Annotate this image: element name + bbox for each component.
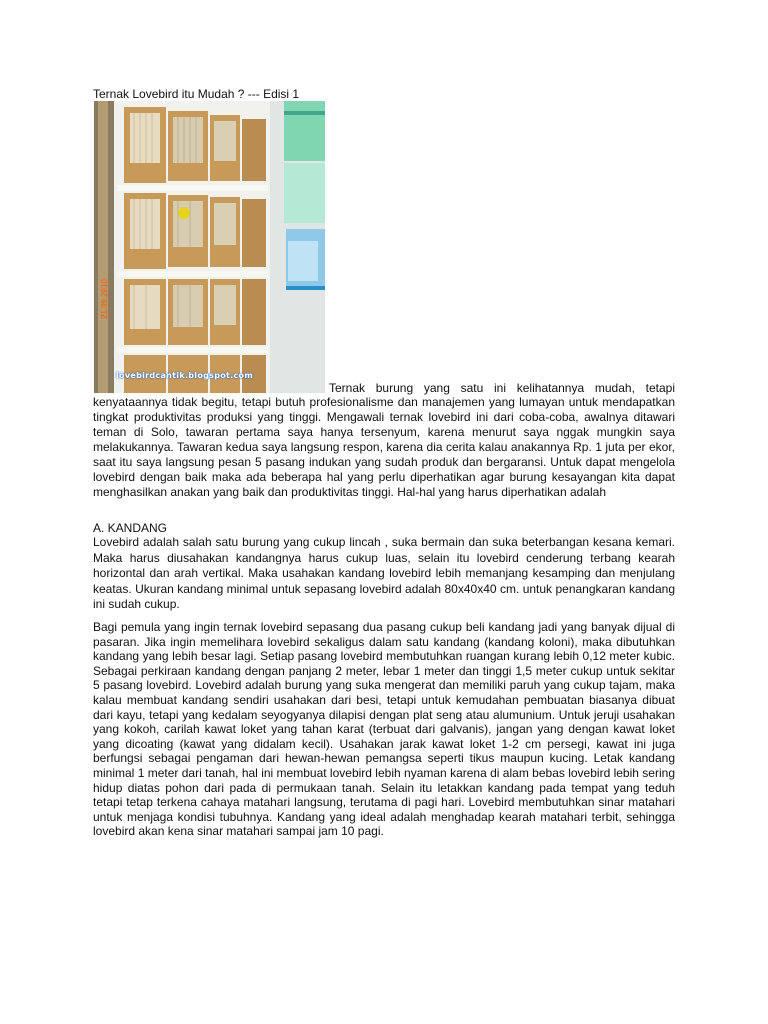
document-title: Ternak Lovebird itu Mudah ? --- Edisi 1 — [93, 87, 300, 101]
cage-illustration — [94, 101, 325, 393]
intro-first-line: Ternak burung yang satu ini kelihatannya mudah, tetapi — [329, 381, 675, 395]
lovebird-cage-photo — [94, 101, 325, 393]
photo-date-stamp: 21.09.2010 — [100, 279, 109, 320]
body-paragraph-2: Bagi pemula yang ingin ternak lovebird sepasang dua pasang cukup beli kandang jadi yang banyak dijual di pasaran. Jika ingin memelihara lovebird sekaligus dalam satu kandang (kandang koloni), maka dibutuhkan kandang yang lebih besar lagi. Setiap pasang lovebird membutuhkan ruangan kurang lebih 0,12 meter kubic. Sebagai perkiraan kandang dengan panjang 2 meter, lebar 1 meter dan tinggi 1,5 meter cukup untuk sekitar 5 pasang lovebird. Lovebird adalah burung yang suka mengerat dan memiliki paruh yang cukup tajam, maka kalau membuat kandang sendiri usahakan dari besi, tetapi untuk kemudahan pembuatan biasanya dibuat dari kayu, tetapi yang kedalam seyogyanya dilapisi dengan plat seng atau alumunium. Untuk jeruji usahakan yang kokoh, carilah kawat loket yang tahan karat (terbuat dari galvanis), jangan yang dengan kawat loket yang dicoating (kawat yang didalam kecil). Usahakan jarak kawat loket 1-2 cm persegi, kawat ini juga berfungsi sebagai pengaman dari hewan-hewan pemangsa seperti tikus maupun kucing. Letak kandang minimal 1 meter dari tanah, hal ini membuat lovebird lebih nyaman karena di alam bebas lovebird lebih sering hidup diatas pohon dari pada di permukaan tanah. Selain itu letakkan kandang pada tempat yang teduh tetapi tetap terkena cahaya matahari langsung, terutama di pagi hari. Lovebird membutuhkan sinar matahari untuk menjaga kondisi tubuhnya. Kandang yang ideal adalah menghadap kearah matahari terbit, sehingga lovebird akan kena sinar matahari sampai jam 10 pagi. — [93, 620, 675, 839]
photo-watermark: lovebirdcantik.blogspot.com — [116, 371, 253, 380]
section-heading: A. KANDANG — [93, 521, 168, 535]
cage-row-2 — [124, 193, 266, 269]
intro-paragraph: kenyataannya tidak begitu, tetapi butuh profesionalisme dan manajemen yang lumayan untuk mendapatkan tingkat produktivitas produksi yang tinggi. Mengawali ternak lovebird ini dari coba-coba, awalnya ditawari teman di Solo, tawaran pertama saya hanya tersenyum, karena menurut saya nggak mungkin saya melakukannya. Tawaran kedua saya langsung respon, karena dia cerita kalau anakannya Rp. 1 juta per ekor, saat itu saya langsung pesan 5 pasang indukan yang sudah produk dan bergaransi. Untuk dapat mengelola lovebird dengan baik maka ada beberapa hal yang perlu diperhatikan agar burung kesayangan kita dapat menghasilkan anakan yang baik dan produktivitas tinggi. Hal-hal yang harus diperhatikan adalah — [93, 395, 675, 499]
cage-row-3 — [124, 279, 266, 345]
body-paragraph-1: Lovebird adalah salah satu burung yang cukup lincah , suka bermain dan suka beterbangan kesana kemari. Maka harus diusahakan kandangnya harus cukup luas, selain itu lovebird cenderung terbang kearah horizontal dan arah vertikal. Maka usahakan kandang lovebird lebih memanjang kesamping dan menjulang keatas. Ukuran kandang minimal untuk sepasang lovebird adalah 80x40x40 cm. untuk penangkaran kandang ini sudah cukup. — [93, 535, 675, 611]
